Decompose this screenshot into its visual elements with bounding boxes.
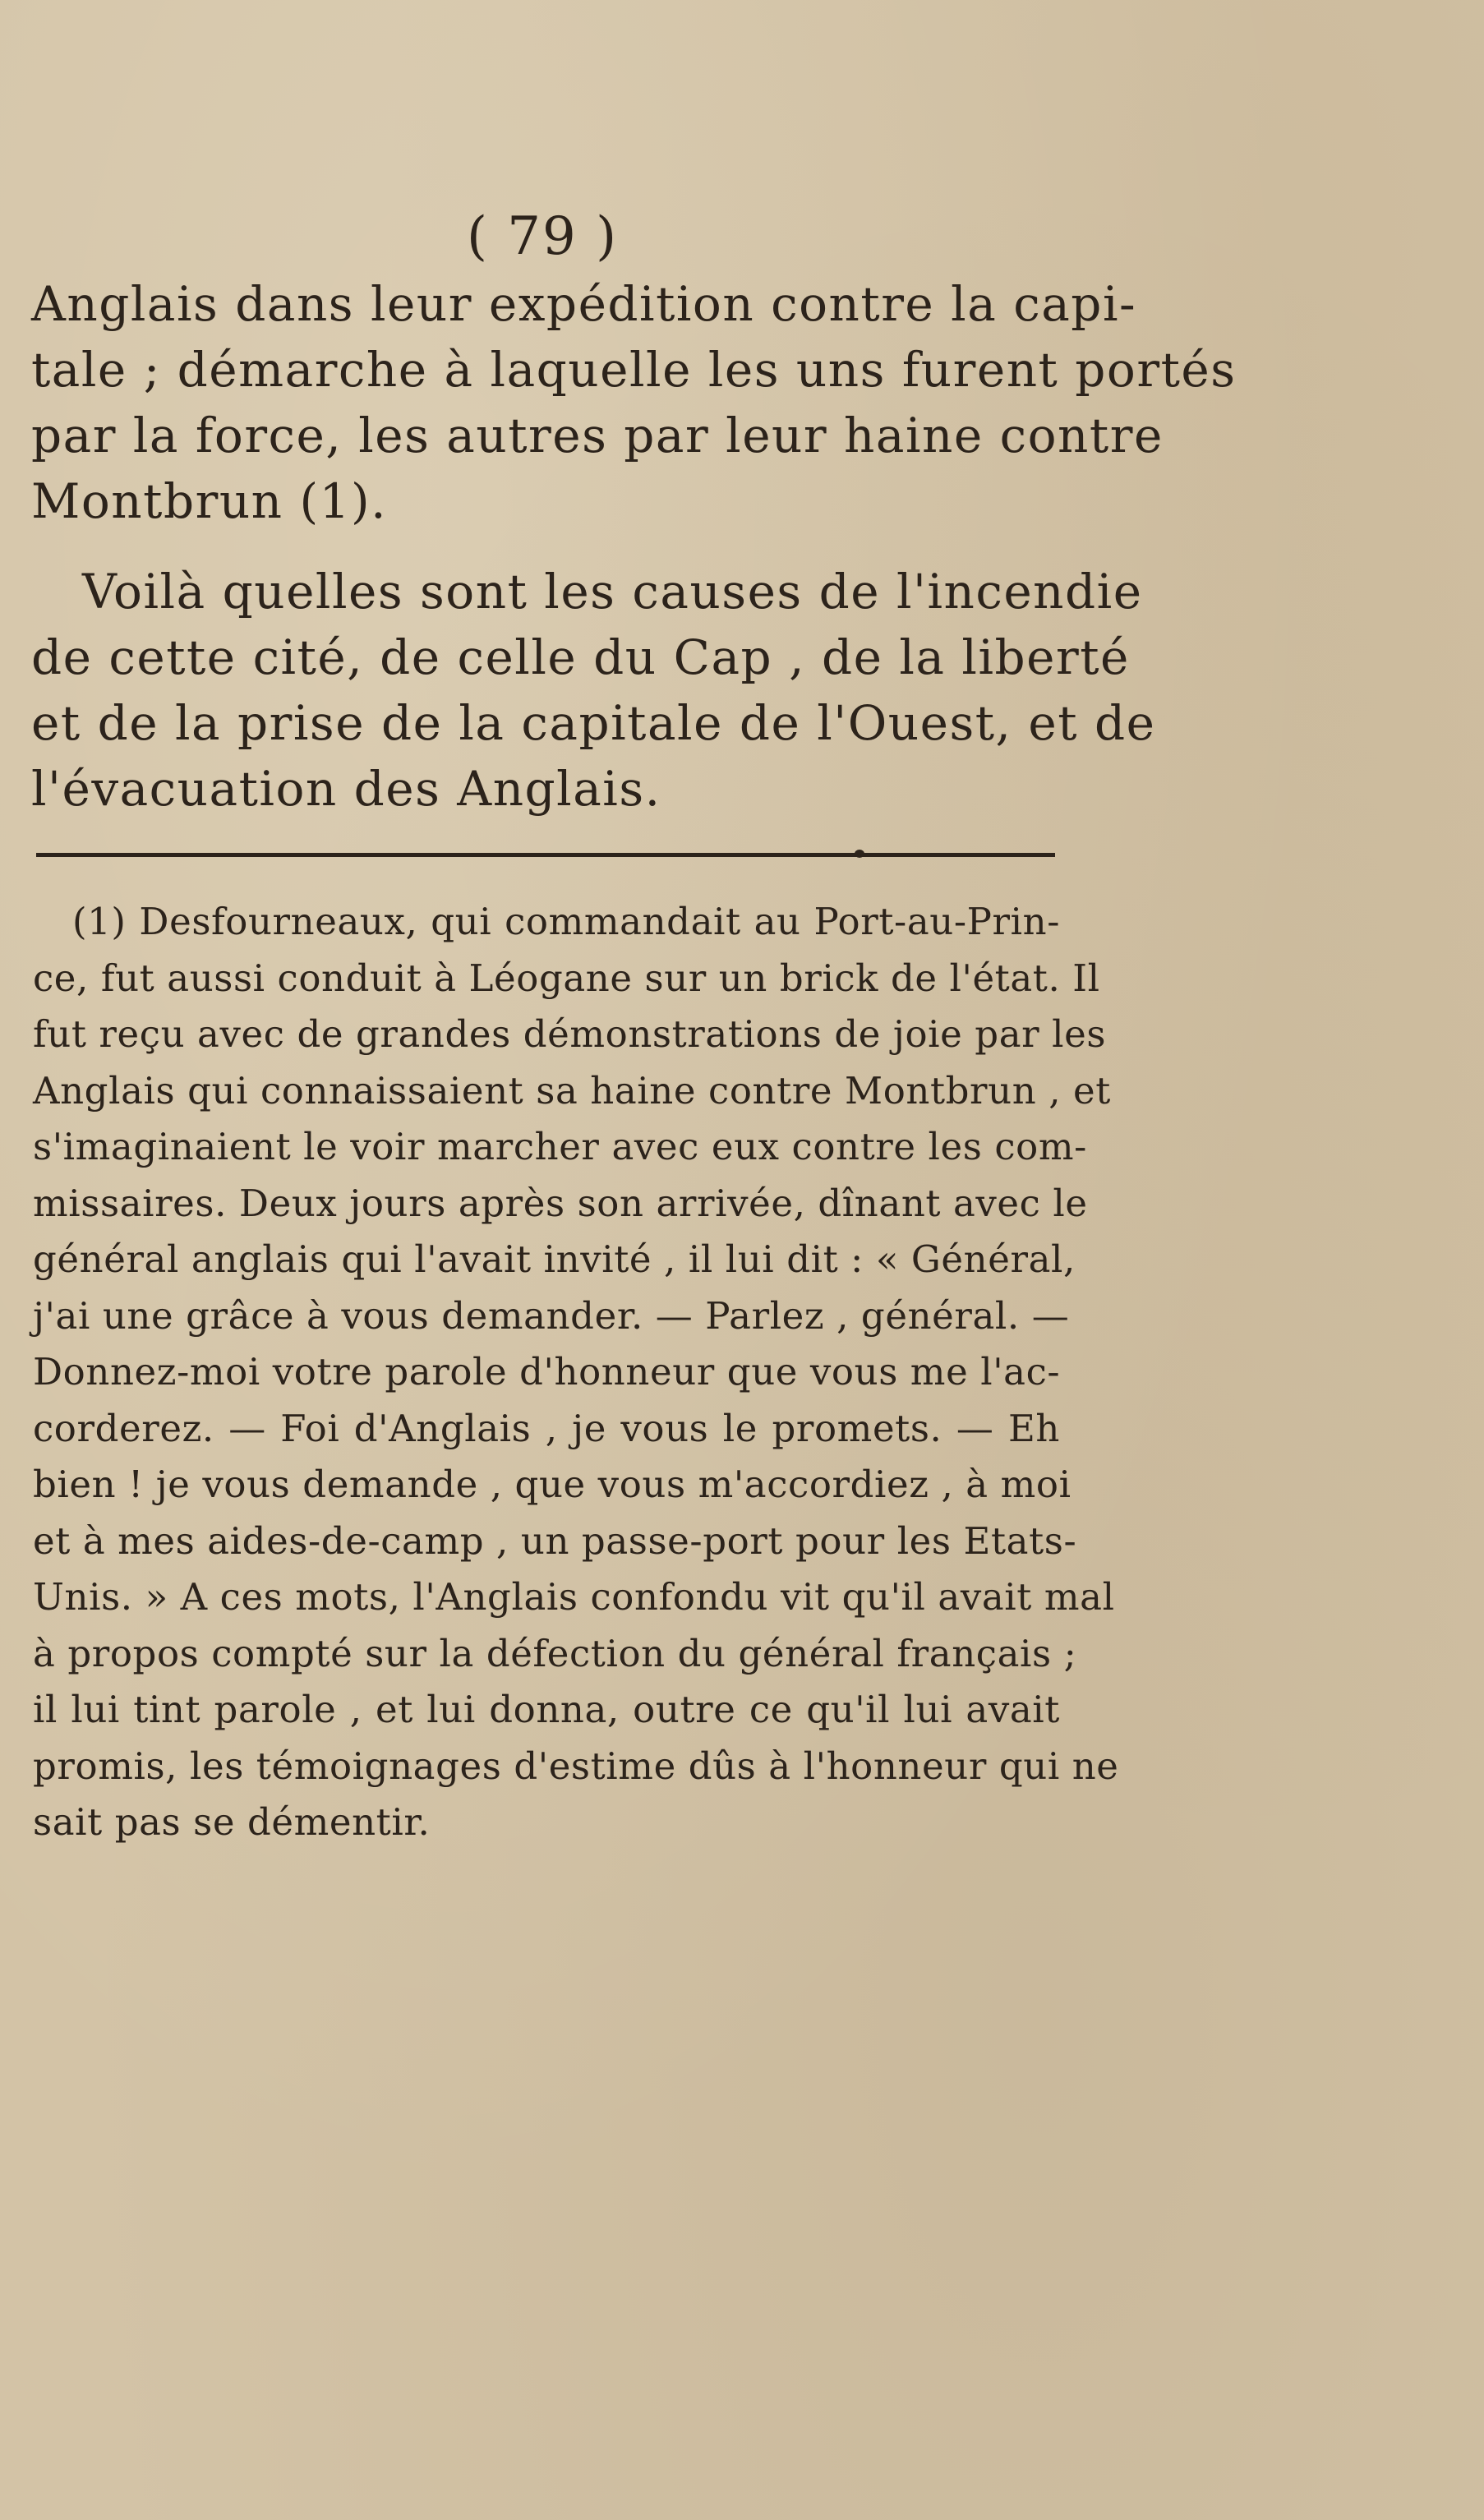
footnote-divider	[36, 853, 1055, 857]
footnote-line: général anglais qui l'avait invité , il lui dit : « Général,	[33, 1237, 1076, 1281]
footnote-line: promis, les témoignages d'estime dûs à l'honneur qui ne	[33, 1744, 1119, 1788]
footnote-line: à propos compté sur la défection du général français ;	[33, 1631, 1077, 1675]
footnote-line: bien ! je vous demande , que vous m'accordiez , à moi	[33, 1463, 1072, 1506]
paragraph-1	[31, 271, 1237, 534]
paragraph-gap	[31, 534, 1058, 559]
footnote-line: s'imaginaient le voir marcher avec eux contre les com-	[33, 1125, 1087, 1168]
text-line: et de la prise de la capitale de l'Ouest, et de	[31, 695, 1156, 751]
footnote-line: Donnez-moi votre parole d'honneur que vous me l'ac-	[33, 1350, 1061, 1394]
footnote-line: sait pas se démentir.	[33, 1800, 431, 1844]
paragraph-2	[31, 559, 1156, 822]
text-line: l'évacuation des Anglais.	[31, 761, 661, 817]
text-line: tale ; démarche à laquelle les uns furent portés	[31, 342, 1237, 398]
footnote-line: Unis. » A ces mots, l'Anglais confondu vit qu'il avait mal	[33, 1575, 1115, 1619]
text-line: Voilà quelles sont les causes de l'incendie	[82, 564, 1143, 620]
footnote-line: (1) Desfourneaux, qui commandait au Port-au-Prin-	[72, 900, 1060, 943]
footnote-line: et à mes aides-de-camp , un passe-port pour les Etats-	[33, 1518, 1077, 1563]
footnote-line: ce, fut aussi conduit à Léogane sur un brick de l'état. Il	[33, 956, 1100, 1000]
text-line: Anglais dans leur expédition contre la capi-	[31, 276, 1137, 332]
footnote	[33, 894, 1119, 1851]
main-text	[31, 271, 1237, 822]
footnote-line: Anglais qui connaissaient sa haine contre Montbrun , et	[33, 1068, 1111, 1113]
footnote-line: corderez. — Foi d'Anglais , je vous le promets. — Eh	[33, 1406, 1060, 1450]
footnote-line: il lui tint parole , et lui donna, outre ce qu'il lui avait	[33, 1688, 1060, 1731]
page-number: ( 79 )	[466, 206, 619, 267]
text-line: par la force, les autres par leur haine contre	[31, 408, 1164, 463]
divider-ornament	[855, 850, 864, 858]
text-line: Montbrun (1).	[31, 473, 388, 529]
footnote-line: j'ai une grâce à vous demander. — Parlez , général. —	[33, 1293, 1070, 1338]
footnote-line: fut reçu avec de grandes démonstrations de joie par les	[33, 1012, 1107, 1056]
footnote-line: missaires. Deux jours après son arrivée, dînant avec le	[33, 1181, 1088, 1225]
text-line: de cette cité, de celle du Cap , de la liberté	[31, 629, 1130, 685]
